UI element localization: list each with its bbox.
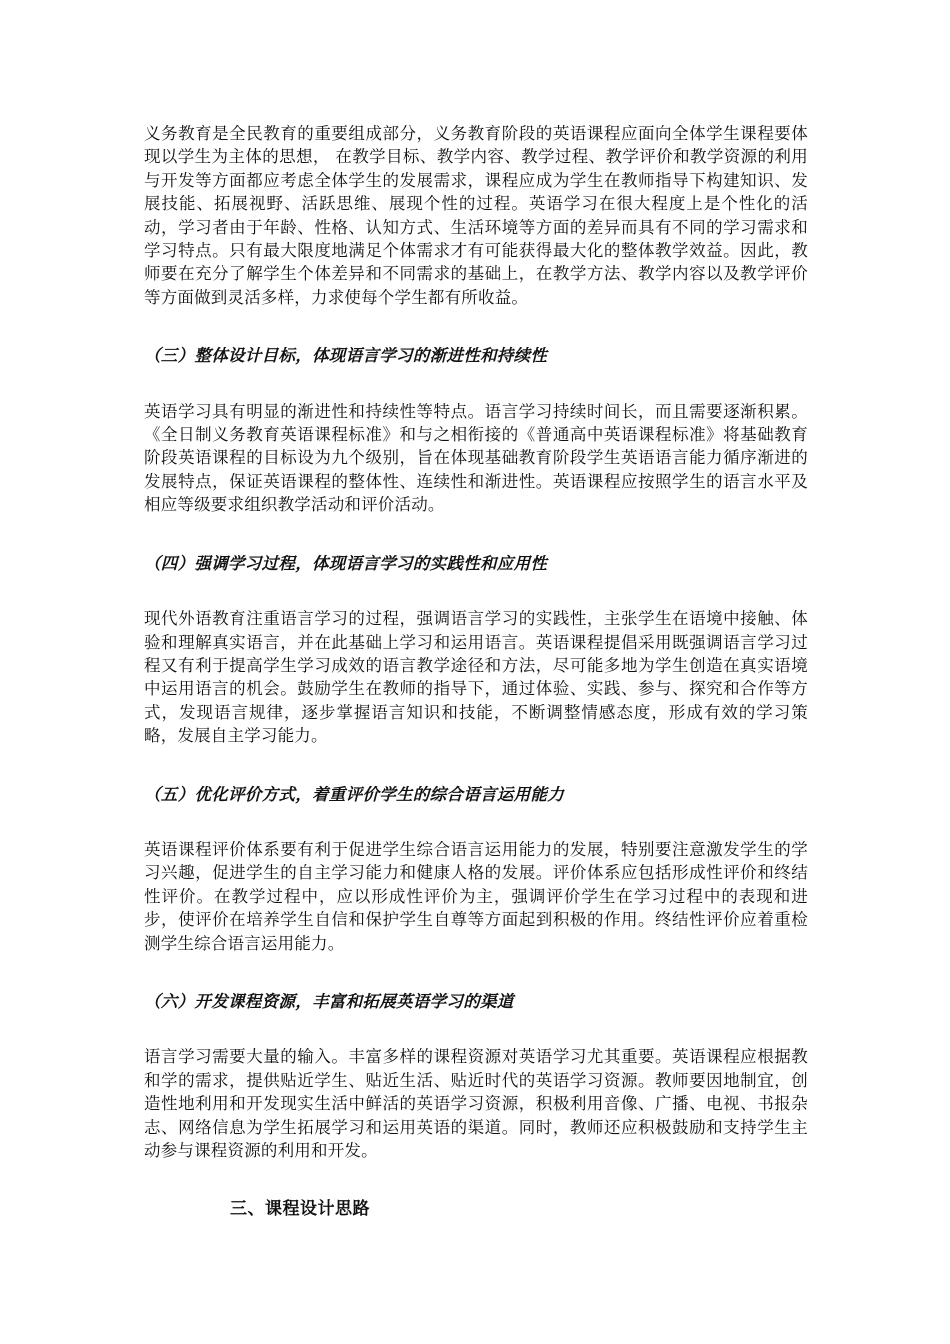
paragraph-6: 语言学习需要大量的输入。丰富多样的课程资源对英语学习尤其重要。英语课程应根据教和学的需求，提供贴近学生、贴近生活、贴近时代的英语学习资源。教师要因地制宜，创造性地利用和开发现实生活中鲜活的英语学习资源，积极利用音像、广播、电视、书报杂志、网络信息为学生拓展学习和运用英语的渠道。同时，教师还应积极鼓励和支持学生主动参与课程资源的利用和开发。: [144, 1047, 808, 1160]
paragraph-5: 英语课程评价体系要有利于促进学生综合语言运用能力的发展，特别要注意激发学生的学习兴趣，促进学生的自主学习能力和健康人格的发展。评价体系应包括形成性评价和终结性评价。在教学过程中，应以形成性评价为主，强调评价学生在学习过程中的表现和进步，使评价在培养学生自信和保护学生自尊等方面起到积极的作用。终结性评价应着重检测学生综合语言运用能力。: [144, 839, 808, 953]
heading-5: （五）优化评价方式，着重评价学生的综合语言运用能力: [144, 784, 564, 804]
heading-4: （四）强调学习过程，体现语言学习的实践性和应用性: [144, 553, 548, 573]
paragraph-3: 英语学习具有明显的渐进性和持续性等特点。语言学习持续时间长，而且需要逐渐积累。《全日制义务教育英语课程标准》和与之相衔接的《普通高中英语课程标准》将基础教育阶段英语课程的目标设为九个级别，旨在体现基础教育阶段学生英语语言能力循序渐进的发展特点，保证英语课程的整体性、连续性和渐进性。英语课程应按照学生的语言水平及相应等级要求组织教学活动和评价活动。: [144, 401, 808, 515]
section-title: 三、课程设计思路: [230, 1199, 370, 1220]
heading-3: （三）整体设计目标，体现语言学习的渐进性和持续性: [144, 346, 548, 366]
heading-6: （六）开发课程资源，丰富和拓展英语学习的渠道: [144, 991, 514, 1011]
document-page: [144, 122, 808, 1221]
paragraph-intro: 义务教育是全民教育的重要组成部分，义务教育阶段的英语课程应面向全体学生课程要体现以学生为主体的思想， 在教学目标、教学内容、教学过程、教学评价和教学资源的利用与开发等方面都应考虑全体学生的发展需求，课程应成为学生在教师指导下构建知识、发展技能、拓展视野、活跃思维、展现个性的过程。英语学习在很大程度上是个性化的活动，学习者由于年龄、性格、认知方式、生活环境等方面的差异而具有不同的学习需求和学习特点。只有最大限度地满足个体需求才有可能获得最大化的整体教学效益。因此，教师要在充分了解学生个体差异和不同需求的基础上，在教学方法、教学内容以及教学评价等方面做到灵活多样，力求使每个学生都有所收益。: [144, 124, 808, 307]
paragraph-4: 现代外语教育注重语言学习的过程，强调语言学习的实践性，主张学生在语境中接触、体验和理解真实语言，并在此基础上学习和运用语言。英语课程提倡采用既强调语言学习过程又有利于提高学生学习成效的语言教学途径和方法，尽可能多地为学生创造在真实语境中运用语言的机会。鼓励学生在教师的指导下，通过体验、实践、参与、探究和合作等方式，发现语言规律，逐步掌握语言知识和技能，不断调整情感态度，形成有效的学习策略，发展自主学习能力。: [144, 609, 808, 746]
